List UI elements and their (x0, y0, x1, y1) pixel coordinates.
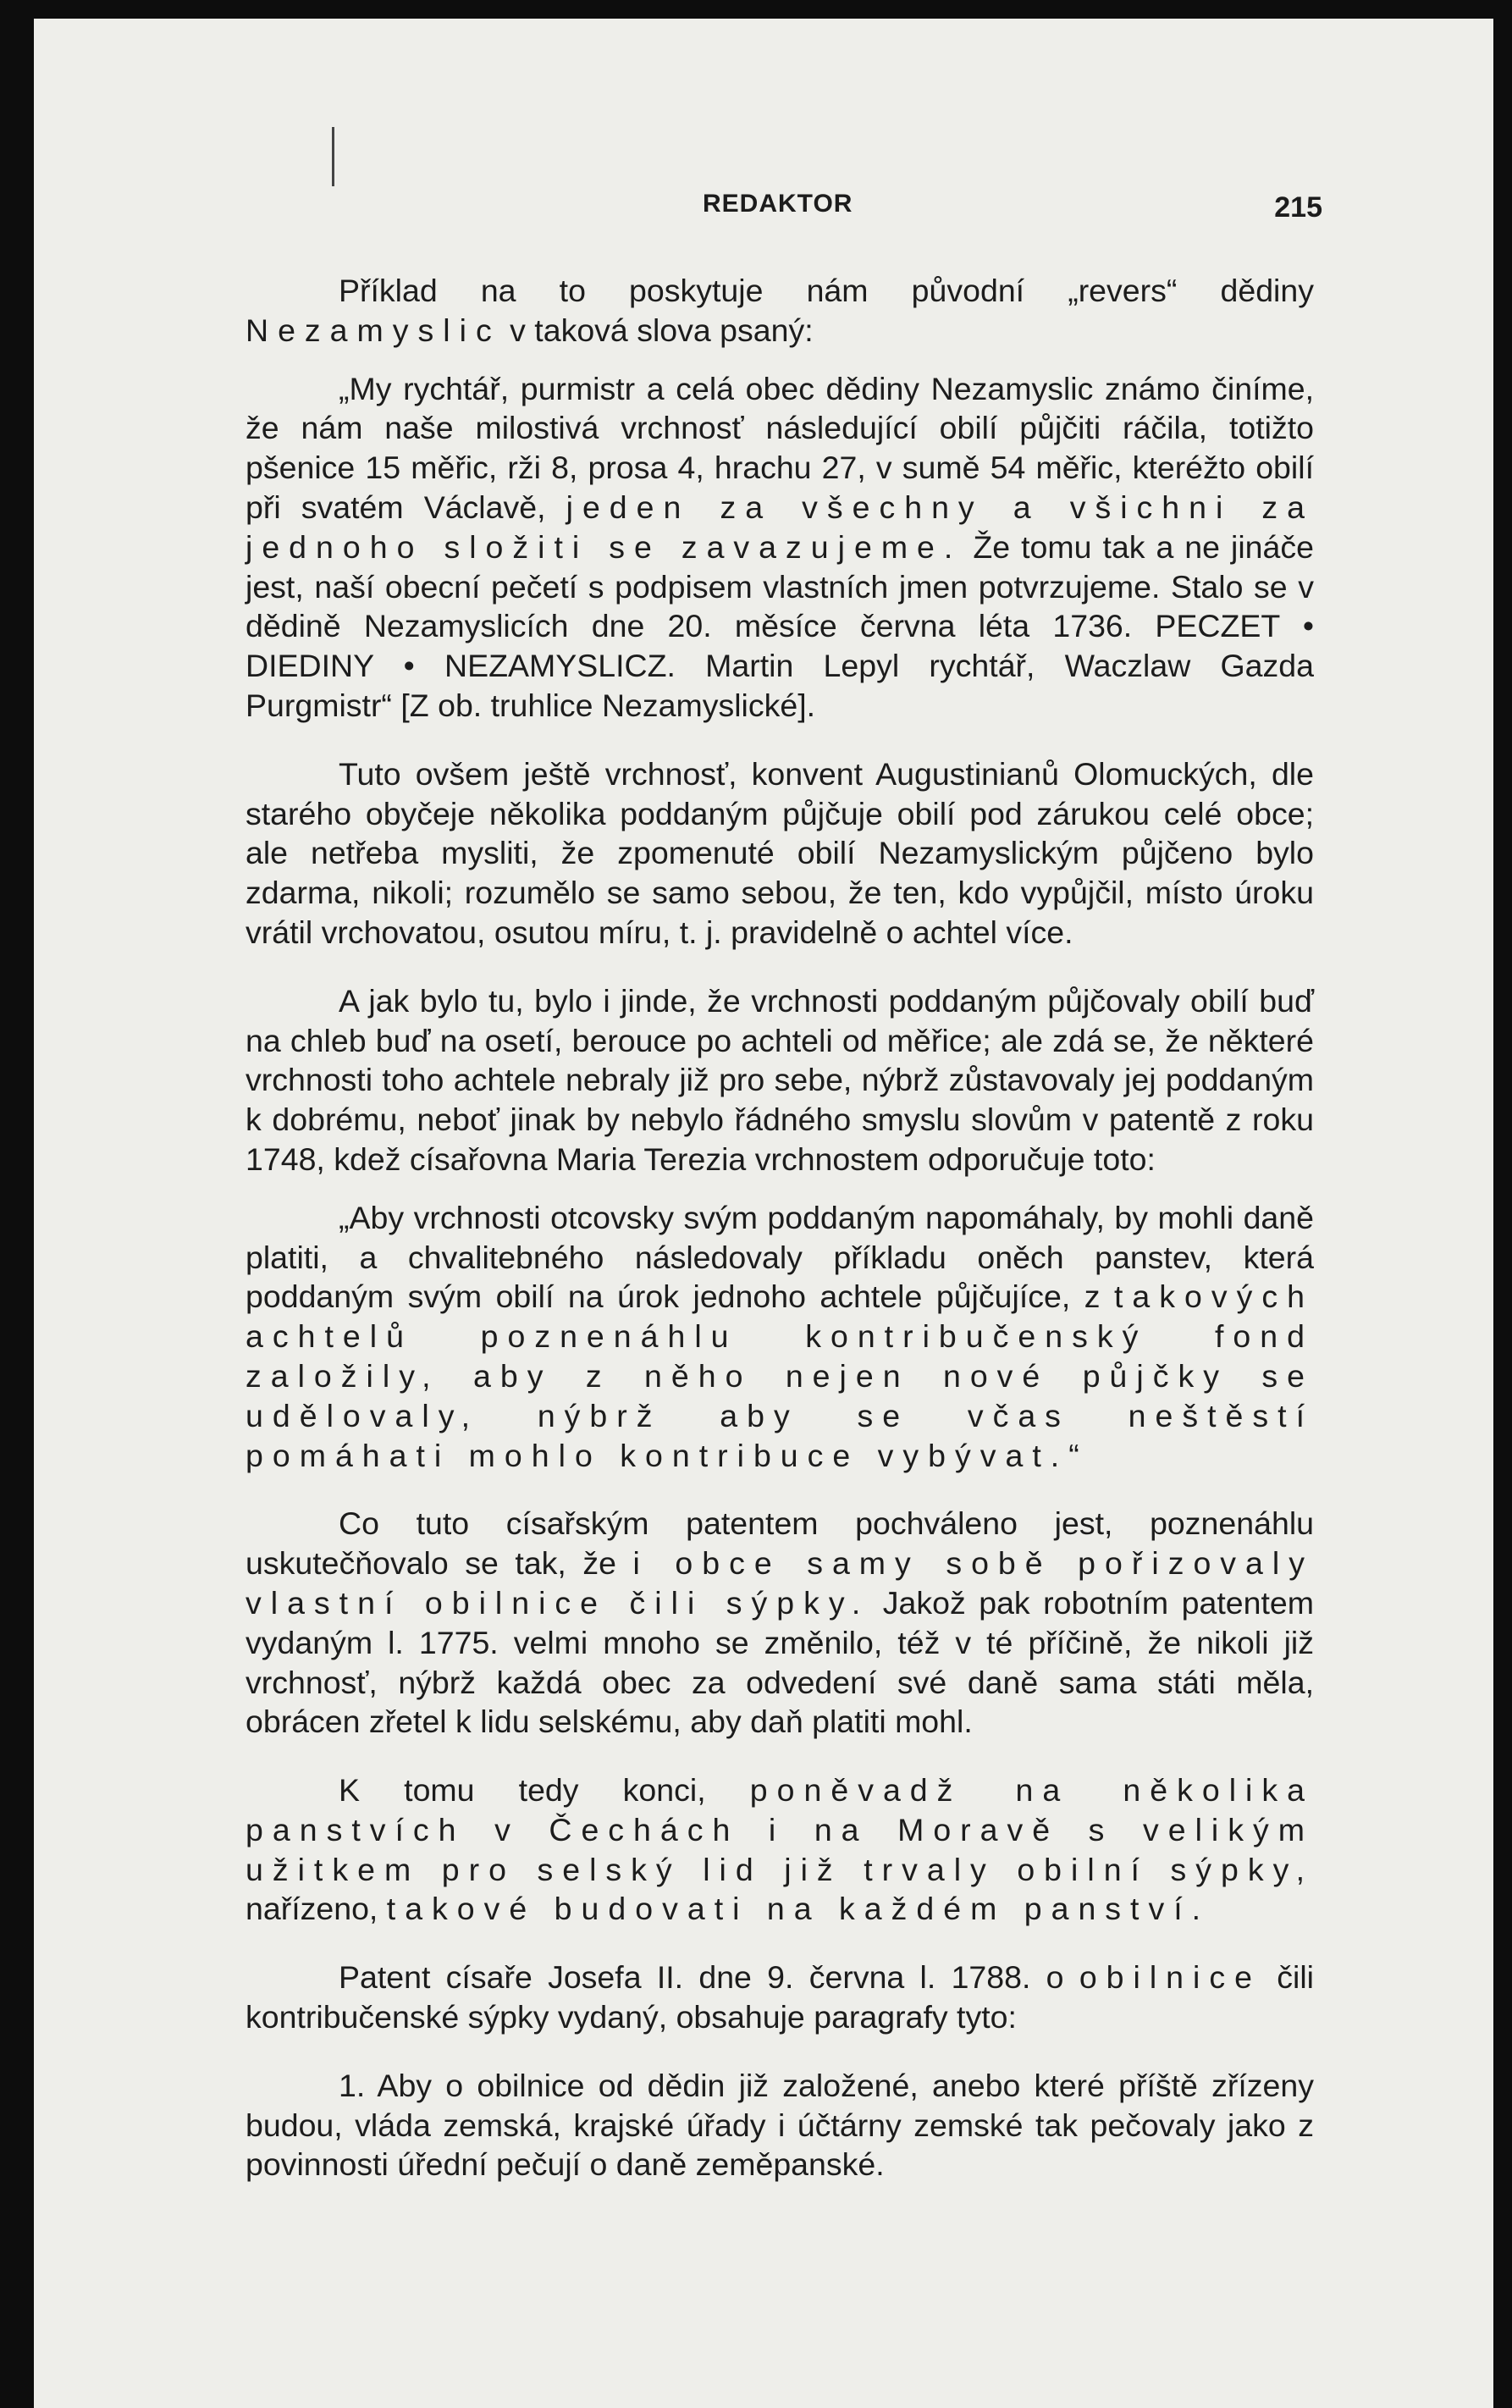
paragraph (246, 1504, 1314, 1742)
spaced-emphasis-text: i obce samy sobě pořizovaly vlastní obilnice čili sýpky. (246, 1545, 1314, 1621)
running-title: REDAKTOR (703, 190, 853, 218)
paragraph (246, 754, 1314, 953)
text-segment: 1. Aby o obilnice od dědin již založené, anebo které příště zřízeny budou, vláda zemská, krajské úřady i účtárny zemské tak pečovaly jako z povinnosti úřední pečují o daně zeměpanské. (246, 2067, 1314, 2183)
text-segment: Příklad na to poskytuje nám původní „revers“ dědiny (339, 273, 1314, 308)
scan-border-top (0, 0, 1512, 19)
text-segment: Tuto ovšem ještě vrchnosť, konvent Augustinianů Olomuckých, dle starého obyčeje několika poddaným půjčuje obilí pod zárukou celé obce; ale netřeba mysliti, že zpomenuté obilí Nezamyslickým půjčeno bylo zdarma, nikoli; rozumělo se samo sebou, že ten, kdo vypůjčil, místo úroku vrátil vrchovatou, osutou míru, t. j. pravidelně o achtel více. (246, 755, 1314, 950)
text-segment: nařízeno, (246, 1891, 387, 1927)
text-segment: “ (1068, 1437, 1079, 1473)
text-segment: K tomu tedy konci, (339, 1772, 750, 1809)
paragraph (246, 1198, 1314, 1476)
body-text (246, 271, 1314, 2213)
text-segment: „Aby vrchnosti otcovsky svým poddaným napomáhaly, by mohli daně platiti, a chvalitebného následovaly příkladu oněch panstev, která poddaným svým obilí na úrok jednoho achtele půjčujíce, z (246, 1199, 1314, 1315)
text-segment: Jakož pak robotním patentem vydaným l. 1775. velmi mnoho se změnilo, též v té příčině, že nikoli již vrchnosť, nýbrž každá obec za odvedení své daně sama státi měla, obrácen zřetel k lidu selskému, aby daň platiti mohl. (246, 1584, 1314, 1740)
scan-border-left (0, 0, 34, 2408)
text-segment: v taková slova psaný: (500, 312, 814, 348)
paragraph (246, 981, 1314, 1179)
text-segment: „My rychtář, purmistr a celá obec dědiny Nezamyslic známo činíme, že nám naše milostivá vrchnosť následující obilí půjčiti ráčila, totižto pšenice 15 měřic, rži 8, prosa 4, hrachu 27, v sumě 54 měřic, kteréžto obilí při svatém Václavě, (246, 370, 1314, 525)
paragraph (246, 369, 1314, 726)
spaced-emphasis-text: takových achtelů poznenáhlu kontribučenský fond založily, aby z něho nejen nové půjčky se udělovaly, nýbrž aby se včas neštěstí pomáhati mohlo kontribuce vybývat. (246, 1279, 1314, 1473)
text-segment: čili kontribučenské sýpky vydaný, obsahuje paragrafy tyto: (246, 1959, 1314, 2035)
spaced-emphasis-text: poněvadž na několika panstvích v Čechách i na Moravě s velikým užitkem pro selský lid již trvaly obilní sýpky, (246, 1772, 1314, 1887)
paragraph (246, 271, 1314, 351)
page-number: 215 (1274, 191, 1322, 224)
page-header (246, 190, 1322, 232)
spaced-emphasis-text: takové budovati na každém panství. (386, 1891, 1211, 1927)
text-segment: Co tuto císařským patentem pochváleno jest, poznenáhlu uskutečňovalo se tak, že (246, 1505, 1314, 1582)
spaced-emphasis-text: obilnice (1079, 1959, 1261, 1996)
text-segment: A jak bylo tu, bylo i jinde, že vrchnosti poddaným půjčovaly obilí buď na chleb buď na osetí, berouce po achteli od měřice; ale zdá se, že některé vrchnosti toho achtele nebraly již pro sebe, nýbrž zůstavovaly jej poddaným k dobrému, neboť jinak by nebylo řádného smyslu slovům v patentě z roku 1748, kdež císařovna Maria Terezia vrchnostem odporučuje toto: (246, 982, 1314, 1177)
paragraph (246, 1770, 1314, 1929)
gutter-mark (332, 127, 334, 186)
text-segment: Že tomu tak a ne jináče jest, naší obecní pečetí s podpisem vlastních jmen potvrzujeme. Stalo se v dědině Nezamyslicích dne 20. měsíce června léta 1736. PECZET • DIEDINY • NEZAMYSLICZ. Martin Lepyl rychtář, Waczlaw Gazda Purgmistr“ [Z ob. truhlice Nezamyslické]. (246, 528, 1314, 723)
text-segment: Patent císaře Josefa II. dne 9. června l. 1788. o (339, 1959, 1079, 1996)
paragraph (246, 2066, 1314, 2184)
spaced-emphasis-text: Nezamyslic (246, 312, 501, 348)
paragraph (246, 1958, 1314, 2037)
spaced-emphasis-text: jeden za všechny a všichni za jednoho složiti se zavazujeme. (246, 489, 1314, 565)
scan-border-right (1493, 0, 1512, 2408)
